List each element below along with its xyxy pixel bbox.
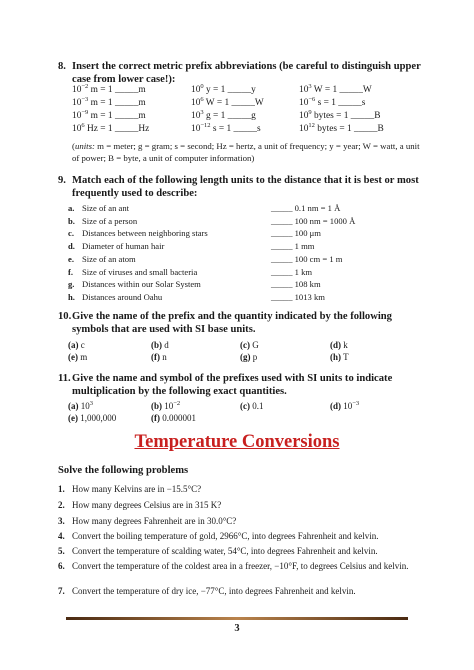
item-letter: (h) (330, 352, 341, 362)
prefix-exercise-item (72, 111, 146, 122)
distance-option: _____ 1 km (271, 266, 313, 277)
power-base: 10 (80, 401, 90, 411)
item-description: Distances around Oahu (82, 291, 163, 302)
problem-text: Convert the temperature of the coldest area in a freezer, −10°F, to degrees Celsius and kelvin. (72, 561, 409, 571)
item-description: Distances within our Solar System (82, 279, 201, 290)
quantity-value: 0.000001 (162, 413, 196, 423)
power-base: 10 (164, 401, 174, 411)
prefix-equation: bytes = 1 _____B (311, 111, 381, 121)
symbol-item (151, 340, 169, 351)
question-text: Give the name of the prefix and the quantity indicated by the following symbols that are used with SI base units. (72, 311, 392, 335)
distance-option: _____ 100 μm (271, 228, 321, 239)
quantity-item (330, 401, 359, 412)
problem-number: 4. (58, 531, 65, 541)
prefix-equation: y = 1 _____y (203, 85, 256, 95)
prefix-equation: W = 1 _____W (311, 85, 372, 95)
question-text: Match each of the following length units to the distance that it is best or most frequently used to describe: (72, 175, 419, 199)
prefix-equation: m = 1 _____m (88, 111, 146, 121)
problem-number: 6. (58, 561, 65, 571)
units-note: (units: m = meter; g = gram; s = second; Hz = hertz, a unit of frequency; y = year; W = watt, a unit of power; B = byte, a unit of computer information) (72, 141, 420, 163)
matching-row (68, 254, 398, 264)
power-base: 10 (191, 98, 201, 108)
item-letter: (a) (68, 340, 79, 350)
page-number: 3 (234, 623, 240, 634)
prefix-exercise-item (299, 111, 380, 122)
exponent: −2 (81, 83, 89, 90)
power-base: 10 (191, 85, 201, 95)
question-text: Give the name and symbol of the prefixes used with SI units to indicate multiplication by the following exact quantities. (72, 373, 393, 397)
prefix-exercise-item (299, 124, 384, 135)
footer-divider (66, 617, 408, 620)
symbol-item (330, 340, 348, 351)
item-description: Size of an ant (82, 203, 130, 213)
item-letter: d. (68, 241, 75, 252)
matching-row (68, 279, 398, 289)
item-letter: h. (68, 291, 75, 302)
matching-row (68, 241, 398, 251)
distance-option: _____ 1 mm (271, 241, 315, 252)
problem-number: 7. (58, 586, 65, 596)
units-label: units: (74, 141, 95, 151)
prefix-exercise-item (72, 85, 146, 96)
distance-option: _____ 0.1 nm = 1 Å (271, 203, 341, 213)
symbol-item (68, 340, 85, 351)
prefix-exercise-item (72, 124, 149, 135)
item-letter: (b) (151, 340, 162, 350)
section-title: Temperature Conversions (134, 432, 340, 452)
symbol-value: d (164, 340, 169, 350)
question-9-heading (58, 174, 438, 202)
exponent: −3 (81, 96, 89, 103)
power-base: 10 (72, 98, 82, 108)
question-number: 9. (58, 175, 66, 186)
item-description: Diameter of human hair (82, 241, 165, 252)
symbol-value: c (80, 340, 85, 350)
power-base: 10 (191, 124, 201, 134)
distance-option: _____ 100 cm = 1 m (271, 253, 343, 264)
quantity-item (68, 401, 93, 412)
problem-number: 1. (58, 484, 65, 494)
problem-number: 5. (58, 546, 65, 556)
symbol-value: T (343, 352, 349, 362)
power-base: 10 (299, 98, 309, 108)
problem-number: 3. (58, 516, 65, 526)
question-text: Insert the correct metric prefix abbreviations (be careful to distinguish upper case from lower case!): (72, 61, 421, 85)
question-number: 8. (58, 61, 66, 72)
symbol-value: n (162, 352, 167, 362)
power-base: 10 (72, 111, 82, 121)
question-10-heading (58, 310, 438, 338)
prefix-equation: m = 1 _____m (88, 85, 146, 95)
item-letter: (f) (151, 352, 160, 362)
item-letter: e. (68, 253, 74, 264)
symbol-value: p (252, 352, 258, 362)
prefix-equation: s = 1 _____s (210, 124, 261, 134)
item-letter: (e) (68, 413, 78, 423)
item-letter: g. (68, 279, 75, 290)
item-letter: (g) (240, 352, 251, 362)
power-base: 10 (72, 85, 82, 95)
quantity-value: 0.1 (252, 401, 264, 411)
power-base: 10 (299, 124, 309, 134)
power-base: 10 (72, 124, 82, 134)
prefix-exercise-item (299, 85, 372, 96)
symbol-item (330, 352, 349, 363)
item-description: Distances between neighboring stars (82, 228, 208, 239)
prefix-equation: bytes = 1 _____B (314, 124, 384, 134)
quantity-item (240, 401, 264, 412)
problem-text: Convert the temperature of dry ice, −77°C, into degrees Fahrenheit and kelvin. (72, 586, 356, 596)
symbol-value: m (80, 352, 88, 362)
symbol-item (240, 352, 257, 363)
question-11-heading (58, 372, 438, 400)
item-letter: c. (68, 228, 74, 239)
prefix-equation: Hz = 1 _____Hz (84, 124, 150, 134)
prefix-equation: m = 1 _____m (88, 98, 146, 108)
problem-text: How many degrees Fahrenheit are in 30.0°C? (72, 516, 237, 526)
exponent: −9 (81, 109, 89, 116)
prefix-equation: W = 1 _____W (203, 98, 264, 108)
power-base: 10 (299, 111, 309, 121)
problem-number: 2. (58, 500, 65, 510)
exponent: −12 (200, 122, 211, 129)
item-letter: (b) (151, 401, 162, 411)
distance-option: _____ 1013 km (271, 291, 325, 302)
item-letter: a. (68, 203, 75, 213)
exponent: 3 (308, 83, 312, 90)
item-letter: (c) (240, 340, 250, 350)
exponent: 9 (308, 109, 312, 116)
quantity-item (68, 413, 116, 424)
distance-option: _____ 108 km (271, 279, 321, 290)
problems-heading: Solve the following problems (58, 465, 189, 476)
exponent: −3 (352, 400, 360, 407)
prefix-exercise-item (191, 98, 264, 109)
question-number: 11. (58, 373, 71, 384)
symbol-item (151, 352, 167, 363)
exponent: 3 (200, 109, 204, 116)
exponent: −2 (173, 400, 181, 407)
prefix-exercise-item (72, 98, 146, 109)
symbol-item (68, 352, 87, 363)
matching-row (68, 228, 398, 238)
matching-row (68, 203, 398, 213)
matching-row (68, 216, 398, 226)
prefix-exercise-item (299, 98, 365, 109)
prefix-exercise-item (191, 111, 256, 122)
units-note-text: m = meter; g = gram; s = second; Hz = hertz, a unit of frequency; y = year; W = watt, a unit of power; B = byte, a unit of computer information) (72, 141, 420, 163)
question-number: 10. (58, 311, 72, 322)
symbol-value: k (343, 340, 348, 350)
problem-text: Convert the temperature of scalding water, 54°C, into degrees Fahrenheit and kelvin. (72, 546, 378, 556)
symbol-value: G (252, 340, 259, 350)
problem-text: Convert the boiling temperature of gold, 2966°C, into degrees Fahrenheit and kelvin. (72, 531, 379, 541)
problem-text: How many degrees Celsius are in 315 K? (72, 500, 222, 510)
item-letter: (e) (68, 352, 78, 362)
quantity-value: 1,000,000 (80, 413, 117, 423)
prefix-exercise-item (191, 85, 256, 96)
power-base: 10 (191, 111, 201, 121)
prefix-equation: g = 1 _____g (203, 111, 256, 121)
exponent: 3 (89, 400, 93, 407)
item-letter: (d) (330, 401, 341, 411)
matching-row (68, 267, 398, 277)
item-letter: (f) (151, 413, 160, 423)
prefix-exercise-item (191, 124, 261, 135)
item-description: Size of a person (82, 215, 138, 226)
exponent: 6 (200, 96, 204, 103)
item-letter: (c) (240, 401, 250, 411)
distance-option: _____ 100 nm = 1000 Å (271, 215, 356, 226)
item-letter: (d) (330, 340, 341, 350)
quantity-item (151, 413, 196, 424)
problem-item (58, 561, 458, 585)
item-description: Size of an atom (82, 253, 136, 264)
quantity-item (151, 401, 180, 412)
exponent: 12 (308, 122, 315, 129)
item-letter: (a) (68, 401, 79, 411)
question-8-heading (58, 60, 438, 88)
item-letter: f. (68, 266, 74, 277)
item-letter: b. (68, 215, 75, 226)
item-description: Size of viruses and small bacteria (82, 266, 198, 277)
power-base: 10 (343, 401, 353, 411)
problem-item (58, 586, 458, 610)
prefix-equation: s = 1 _____s (315, 98, 366, 108)
exponent: 0 (200, 83, 204, 90)
symbol-item (240, 340, 259, 351)
problem-text: How many Kelvins are in −15.5°C? (72, 484, 202, 494)
exponent: −6 (308, 96, 316, 103)
power-base: 10 (299, 85, 309, 95)
exponent: 6 (81, 122, 85, 129)
matching-row (68, 292, 398, 302)
